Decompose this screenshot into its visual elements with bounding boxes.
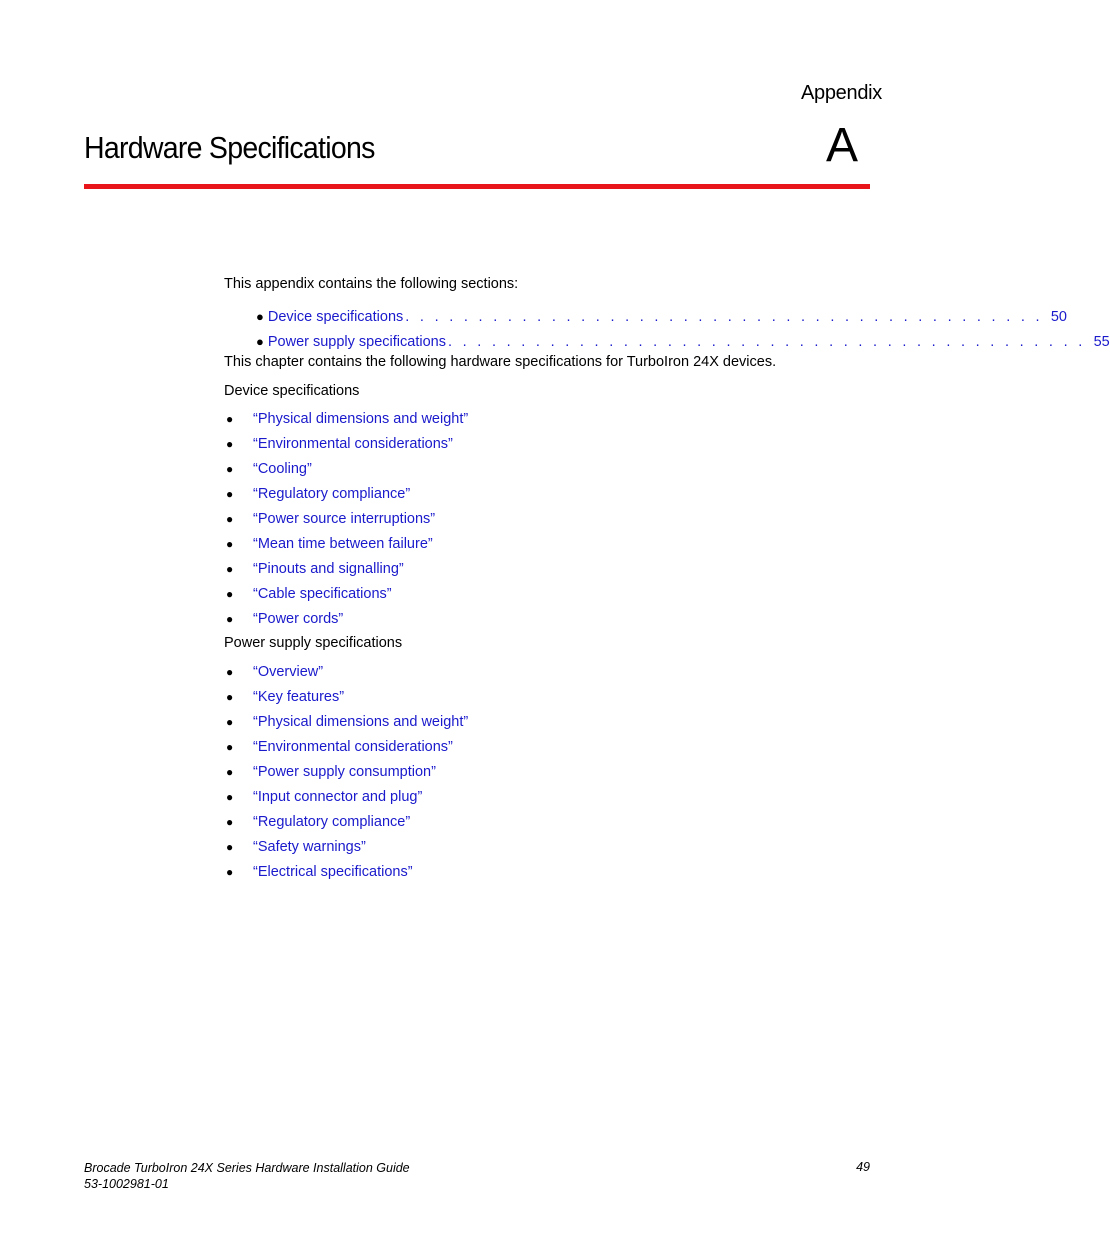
bullet-icon: ● <box>226 511 234 526</box>
bullet-icon: ● <box>226 789 234 804</box>
list-item[interactable] <box>226 481 468 506</box>
cross-ref-link[interactable]: “Regulatory compliance” <box>253 813 411 830</box>
toc-link[interactable]: Power supply specifications <box>267 333 446 350</box>
list-item[interactable] <box>226 709 468 734</box>
list-item[interactable] <box>226 659 468 684</box>
list-item[interactable] <box>226 556 468 581</box>
toc-item-device[interactable] <box>256 304 1067 329</box>
bullet-icon: ● <box>226 839 234 854</box>
bullet-icon: ● <box>226 561 234 576</box>
bullet-icon: ● <box>226 664 234 679</box>
toc-list <box>256 304 1110 354</box>
power-links-list <box>226 659 468 884</box>
list-item[interactable] <box>226 531 468 556</box>
list-item[interactable] <box>226 506 468 531</box>
list-item[interactable] <box>226 734 468 759</box>
section-heading-power: Power supply specifications <box>224 635 403 651</box>
list-item[interactable] <box>226 759 468 784</box>
cross-ref-link[interactable]: “Input connector and plug” <box>253 788 423 805</box>
cross-ref-link[interactable]: “Power supply consumption” <box>253 763 436 780</box>
bullet-icon: ● <box>226 689 234 704</box>
footer-page-number: 49 <box>856 1160 870 1174</box>
cross-ref-link[interactable]: “Environmental considerations” <box>253 435 453 452</box>
cross-ref-link[interactable]: “Power source interruptions” <box>253 510 436 527</box>
list-item[interactable] <box>226 859 468 884</box>
list-item[interactable] <box>226 606 468 631</box>
section-heading-device: Device specifications <box>224 383 360 399</box>
cross-ref-link[interactable]: “Cable specifications” <box>253 585 392 602</box>
list-item[interactable] <box>226 581 468 606</box>
toc-item-power[interactable] <box>256 329 1110 354</box>
bullet-icon: ● <box>226 461 234 476</box>
bullet-icon: ● <box>226 739 234 754</box>
bullet-icon: ● <box>226 764 234 779</box>
chapter-letter: A <box>825 119 858 172</box>
cross-ref-link[interactable]: “Pinouts and signalling” <box>253 560 404 577</box>
device-links-list <box>226 406 468 631</box>
body-text: This chapter contains the following hardware specifications for TurboIron 24X devices. <box>224 354 777 370</box>
toc-page-number[interactable]: 50 <box>1050 308 1067 325</box>
bullet-icon: ● <box>256 309 264 324</box>
bullet-icon: ● <box>226 486 234 501</box>
cross-ref-link[interactable]: “Overview” <box>253 663 324 680</box>
chapter-title: Hardware Specifications <box>84 130 375 165</box>
cross-ref-link[interactable]: “Power cords” <box>253 610 344 627</box>
intro-text: This appendix contains the following sections: <box>224 276 519 292</box>
bullet-icon: ● <box>226 814 234 829</box>
toc-leader: . . . . . . . . . . . . . . . . . . . . . . . . . . . . . . . . . . . . . . . . . . . . <box>405 308 1043 325</box>
footer-doc-number: 53-1002981-01 <box>84 1177 169 1191</box>
footer-doc-title: Brocade TurboIron 24X Series Hardware Installation Guide <box>84 1161 410 1175</box>
bullet-icon: ● <box>226 611 234 626</box>
list-item[interactable] <box>226 456 468 481</box>
cross-ref-link[interactable]: “Electrical specifications” <box>253 863 413 880</box>
list-item[interactable] <box>226 431 468 456</box>
bullet-icon: ● <box>226 411 234 426</box>
list-item[interactable] <box>226 406 468 431</box>
list-item[interactable] <box>226 809 468 834</box>
cross-ref-link[interactable]: “Cooling” <box>253 460 312 477</box>
toc-page-number[interactable]: 55 <box>1093 333 1110 350</box>
cross-ref-link[interactable]: “Physical dimensions and weight” <box>253 410 469 427</box>
toc-link[interactable]: Device specifications <box>267 308 404 325</box>
bullet-icon: ● <box>226 714 234 729</box>
bullet-icon: ● <box>226 864 234 879</box>
cross-ref-link[interactable]: “Physical dimensions and weight” <box>253 713 469 730</box>
cross-ref-link[interactable]: “Safety warnings” <box>253 838 366 855</box>
cross-ref-link[interactable]: “Regulatory compliance” <box>253 485 411 502</box>
toc-leader: . . . . . . . . . . . . . . . . . . . . . . . . . . . . . . . . . . . . . . . . . . . . <box>447 333 1086 350</box>
appendix-label: Appendix <box>801 82 882 104</box>
cross-ref-link[interactable]: “Key features” <box>253 688 345 705</box>
bullet-icon: ● <box>226 536 234 551</box>
bullet-icon: ● <box>256 334 264 349</box>
bullet-icon: ● <box>226 586 234 601</box>
bullet-icon: ● <box>226 436 234 451</box>
list-item[interactable] <box>226 784 468 809</box>
red-rule <box>84 184 870 189</box>
list-item[interactable] <box>226 834 468 859</box>
cross-ref-link[interactable]: “Mean time between failure” <box>253 535 433 552</box>
cross-ref-link[interactable]: “Environmental considerations” <box>253 738 453 755</box>
footer-doc-info <box>84 1160 410 1192</box>
list-item[interactable] <box>226 684 468 709</box>
